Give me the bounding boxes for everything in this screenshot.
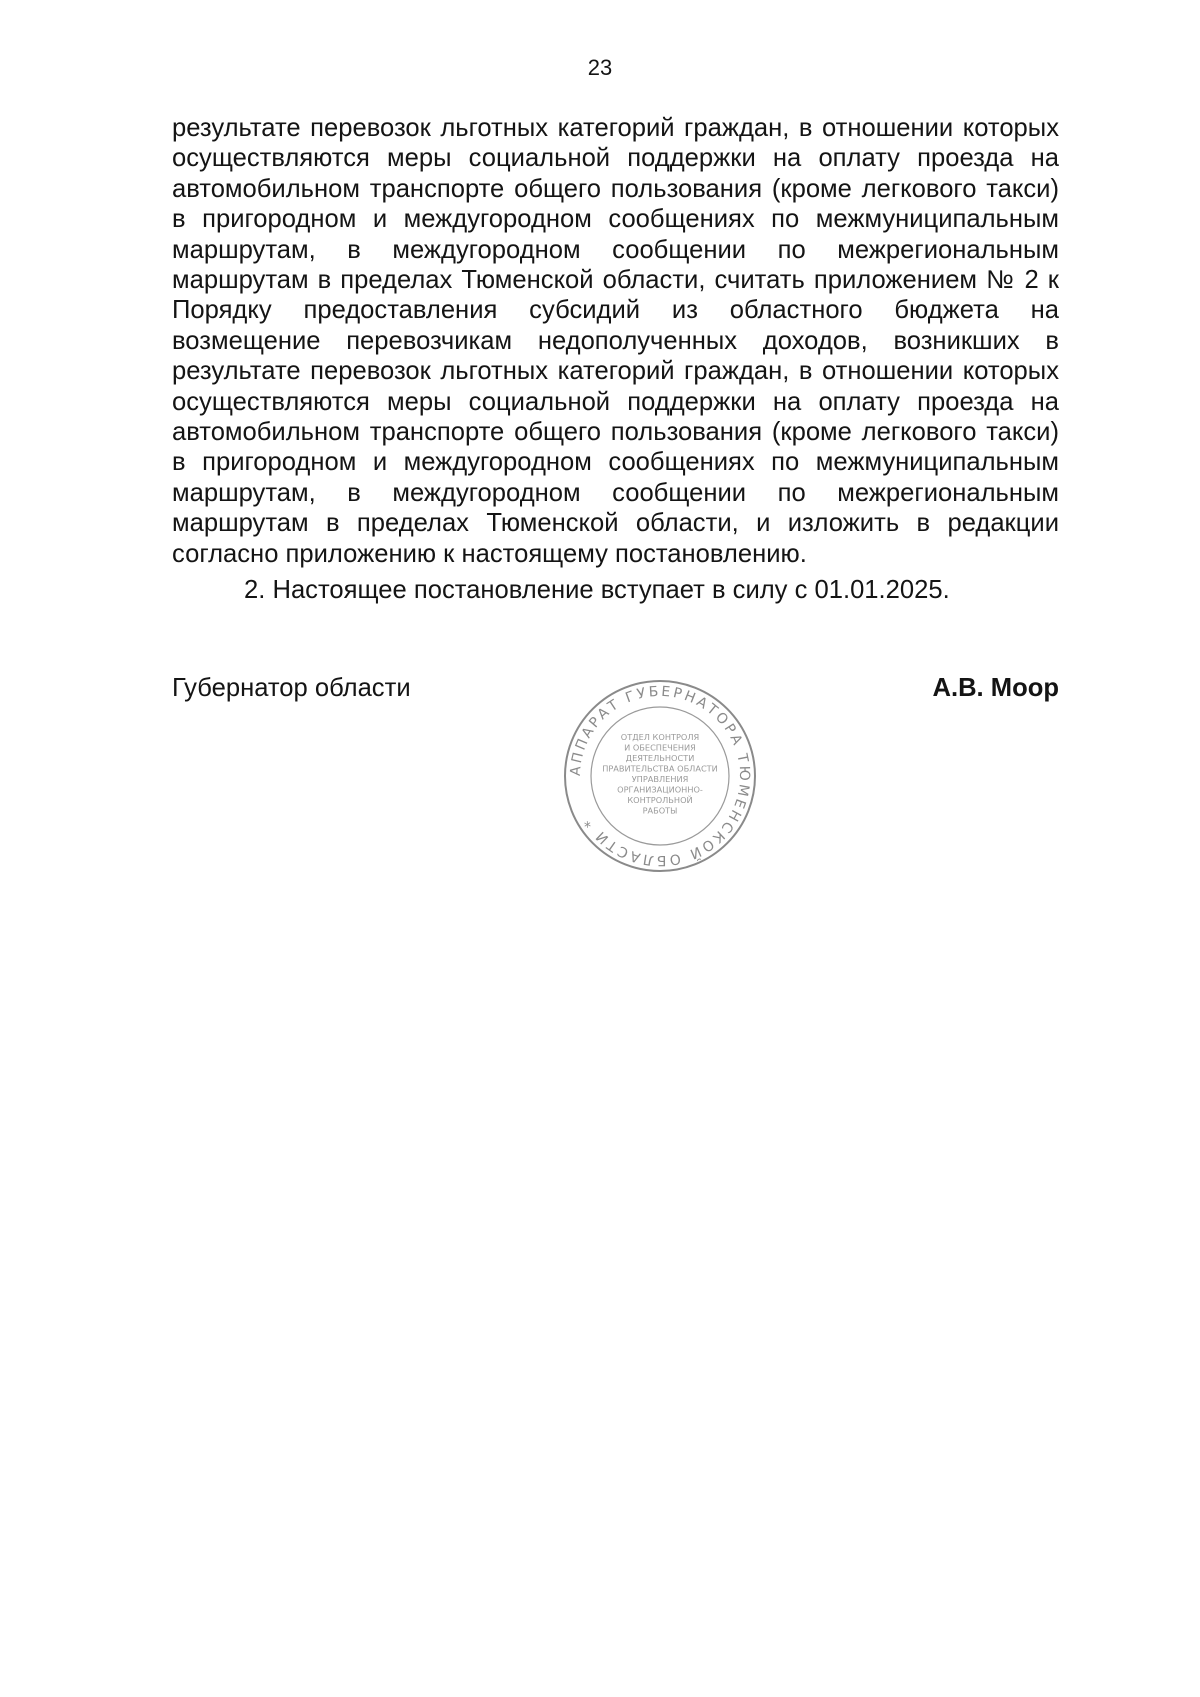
paragraph-effective-date: 2. Настоящее постановление вступает в силу с 01.01.2025. xyxy=(244,576,950,605)
seal-inner-line: ДЕЯТЕЛЬНОСТИ xyxy=(625,753,695,763)
official-seal-stamp xyxy=(562,678,758,874)
seal-inner-line: ОРГАНИЗАЦИОННО- xyxy=(617,784,703,795)
seal-inner-line: УПРАВЛЕНИЯ xyxy=(631,774,689,784)
svg-text:АППАРАТ ГУБЕРНАТОРА ТЮМЕНСКОЙ: АППАРАТ ГУБЕРНАТОРА ТЮМЕНСКОЙ ОБЛАСТИ * xyxy=(567,683,753,869)
seal-inner-line: КОНТРОЛЬНОЙ xyxy=(627,795,693,805)
seal-inner-line: И ОБЕСПЕЧЕНИЯ xyxy=(624,742,696,753)
signer-name: А.В. Моор xyxy=(932,674,1059,702)
paragraph-continuation: результате перевозок льготных категорий граждан, в отношении которых осуществляются меры социальной поддержки на оплату проезда на автомобильном транспорте общего пользования (кроме легкового такси) в пригородном и междугородном сообщениях по межмуниципальным маршрутам, в междугородном сообщении по межрегиональным маршрутам в пределах Тюменской области, считать приложением № 2 к Порядку предоставления субсидий из областного бюджета на возмещение перевозчикам недополученных доходов, возникших в результате перевозок льготных категорий граждан, в отношении которых осуществляются меры социальной поддержки на оплату проезда на автомобильном транспорте общего пользования (кроме легкового такси) в пригородном и междугородном сообщениях по межмуниципальным маршрутам, в междугородном сообщении по межрегиональным маршрутам в пределах Тюменской области, и изложить в редакции согласно приложению к настоящему постановлению. xyxy=(172,114,1059,568)
signer-title: Губернатор области xyxy=(172,674,411,702)
seal-graphic xyxy=(562,678,758,874)
seal-inner-line: ПРАВИТЕЛЬСТВА ОБЛАСТИ xyxy=(602,763,718,774)
seal-inner-line: ОТДЕЛ КОНТРОЛЯ xyxy=(620,732,700,742)
page-number: 23 xyxy=(587,55,613,80)
seal-inner-line: РАБОТЫ xyxy=(642,805,678,816)
document-body xyxy=(172,113,1059,606)
